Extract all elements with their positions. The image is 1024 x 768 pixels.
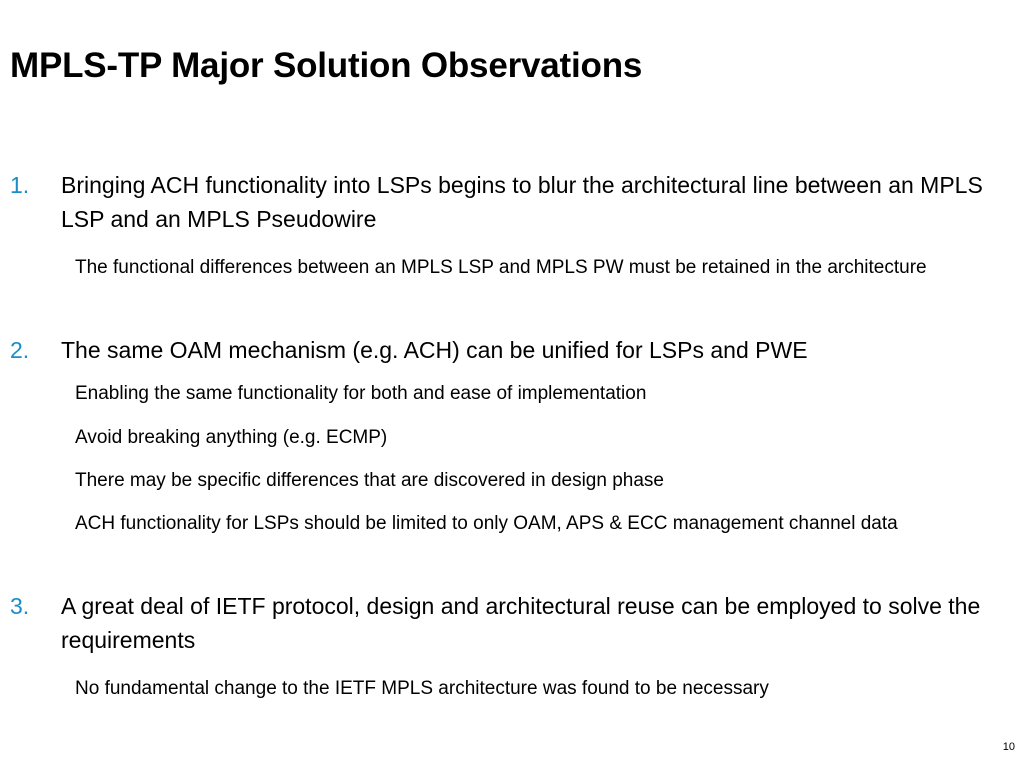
sub-bullet: Enabling the same functionality for both and ease of implementation (75, 383, 647, 404)
sub-bullet: ACH functionality for LSPs should be limited to only OAM, APS & ECC management channel data (75, 513, 898, 534)
page-number: 10 (1002, 741, 1015, 753)
item-text: A great deal of IETF protocol, design and architectural reuse can be employed to solve the requirements (61, 593, 981, 653)
sub-bullet: No fundamental change to the IETF MPLS architecture was found to be necessary (75, 678, 769, 699)
item-number: 3. (10, 593, 30, 619)
item-text: Bringing ACH functionality into LSPs begins to blur the architectural line between an MPLS LSP and an MPLS Pseudowire (61, 172, 983, 232)
sub-bullet: The functional differences between an MPLS LSP and MPLS PW must be retained in the architecture (75, 257, 927, 278)
item-text: The same OAM mechanism (e.g. ACH) can be unified for LSPs and PWE (61, 337, 808, 363)
item-number: 1. (10, 172, 30, 198)
item-number: 2. (10, 337, 30, 363)
sub-bullet: There may be specific differences that are discovered in design phase (75, 470, 664, 491)
sub-bullet: Avoid breaking anything (e.g. ECMP) (75, 427, 388, 448)
slide-title: MPLS-TP Major Solution Observations (10, 46, 643, 85)
